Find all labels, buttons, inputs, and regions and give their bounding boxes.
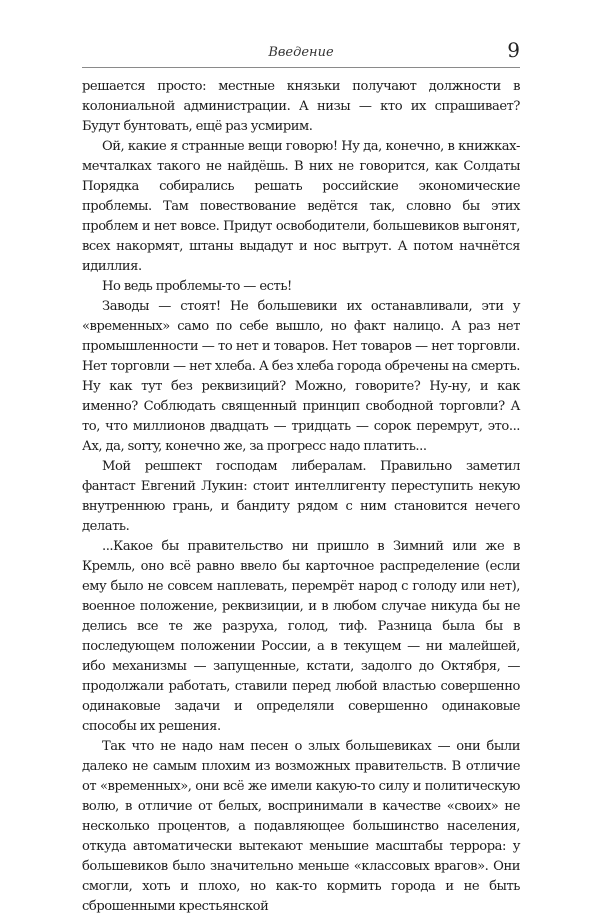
paragraph: Ой, какие я странные вещи говорю! Ну да, конечно, в книжках-мечталках такого не найдёшь. В них не говорится, как Солдаты Порядка собирались решать российские экономические проблемы. Там повествование ведётся так, словно бы этих проблем и нет вовсе. Придут освободители, большевиков выгонят, всех накормят, штаны выдадут и нос вытрут. А потом начнётся идиллия. — [82, 139, 520, 274]
header-rule — [82, 67, 520, 68]
paragraph: ...Какое бы правительство ни пришло в Зимний или же в Кремль, оно всё равно ввело бы карточное распределение (если ему было не совсем наплевать, перемрёт народ с голоду или нет), военное положение, реквизиции, и в любом случае никуда бы не делись все те же разруха, голод, тиф. Разница была бы в последующем положении России, а в текущем — ни малейшей, ибо механизмы — запущенные, кстати, задолго до Октября, — продолжали работать, ставили перед любой властью совершенно одинаковые задачи и определяли совершенно одинаковые способы их решения. — [82, 539, 520, 734]
running-title: Введение — [268, 45, 334, 60]
page-header — [82, 38, 520, 68]
paragraph: решается просто: местные князьки получают должности в колониальной администрации. А низы — кто их спрашивает? Будут бунтовать, ещё раз усмирим. — [82, 79, 520, 134]
paragraph: Так что не надо нам песен о злых большевиках — они были далеко не самым плохим из возможных правительств. В отличие от «временных», они всё же имели какую-то силу и политическую волю, в отличие от белых, воспринимали в качестве «своих» не несколько процентов, а подавляющее большинство населения, откуда автоматически вытекают меньшие масштабы террора: у большевиков было значительно меньше «классовых врагов». Они смогли, хоть и плохо, но как-то кормить города и не быть сброшенными крестьянской — [82, 739, 520, 914]
body-text — [82, 77, 520, 917]
paragraph: Мой решпект господам либералам. Правильно заметил фантаст Евгений Лукин: стоит интеллигенту переступить некую внутреннюю грань, и бандиту рядом с ним становится нечего делать. — [82, 459, 520, 534]
paragraph: Но ведь проблемы-то — есть! — [102, 279, 292, 294]
paragraph: Заводы — стоят! Не большевики их останавливали, эти у «временных» само по себе вышло, но факт налицо. А раз нет промышленности — то нет и товаров. Нет товаров — нет торговли. Нет торговли — нет хлеба. А без хлеба города обречены на смерть. Ну как тут без реквизиций? Можно, говорите? Ну-ну, и как именно? Соблюдать священный принцип свободной торговли? А то, что миллионов двадцать — тридцать — сорок перемрут, это... Ах, да, sorry, конечно же, за прогресс надо платить... — [82, 299, 520, 454]
page-number: 9 — [507, 38, 520, 62]
